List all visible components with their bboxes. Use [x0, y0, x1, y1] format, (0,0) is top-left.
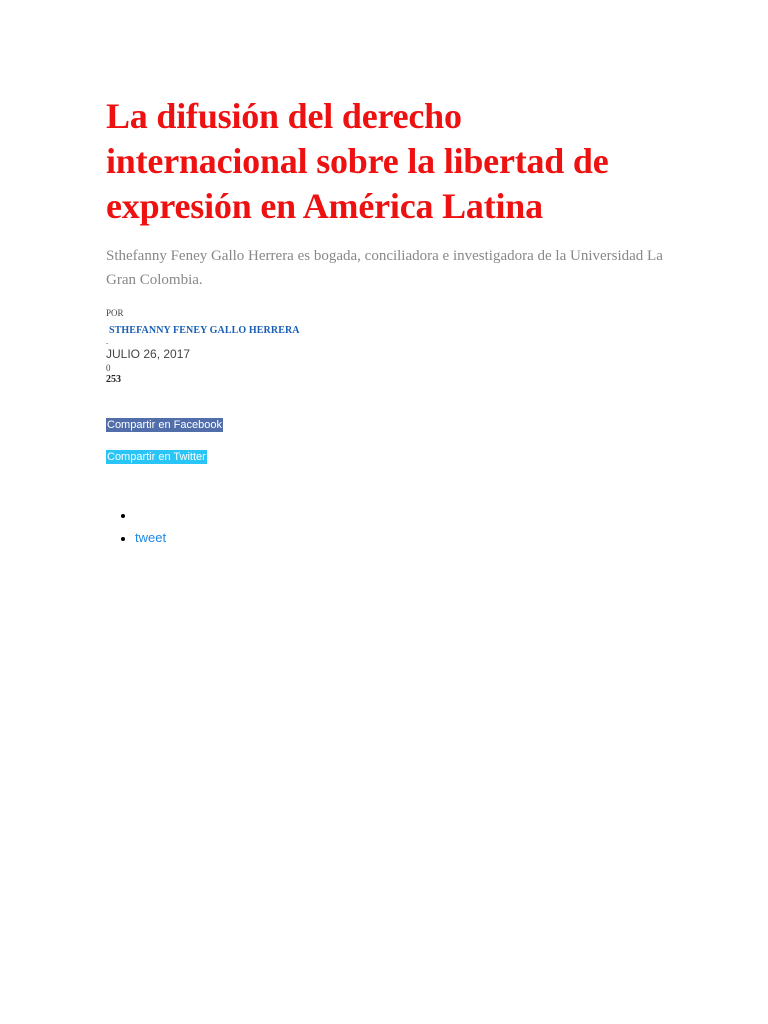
share-twitter-button[interactable]: Compartir en Twitter: [107, 451, 206, 463]
view-count: 253: [106, 374, 121, 385]
comment-count[interactable]: 0: [106, 363, 111, 373]
author-link[interactable]: STHEFANNY FENEY GALLO HERRERA: [109, 325, 300, 336]
article-meta: [106, 308, 666, 386]
by-label: POR: [106, 308, 124, 318]
list-item: [135, 507, 666, 530]
article-subtitle: Sthefanny Feney Gallo Herrera es bogada, conciliadora e investigadora de la Universidad La Gran Colombia.: [106, 248, 663, 288]
publish-date: JULIO 26, 2017: [106, 347, 191, 361]
meta-separator: -: [106, 339, 109, 347]
article: [106, 94, 666, 553]
tweet-link[interactable]: tweet: [135, 530, 167, 545]
share-list: [106, 507, 666, 553]
article-title: La difusión del derecho internacional sobre la libertad de expresión en América Latina: [106, 96, 609, 226]
share-buttons: [106, 386, 666, 465]
list-item: [135, 530, 666, 553]
share-facebook-button[interactable]: Compartir en Facebook: [107, 419, 222, 431]
